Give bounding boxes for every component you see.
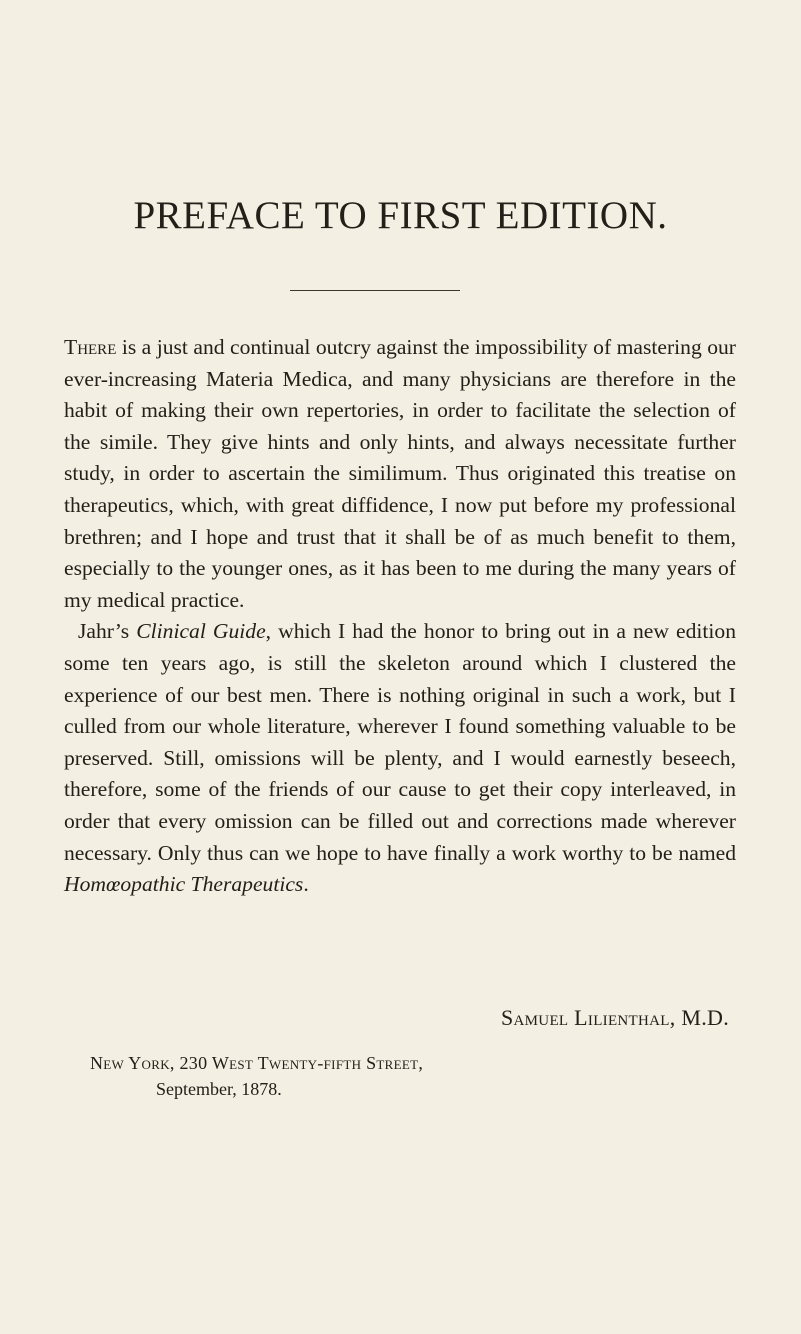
paragraph-2-part-3: . <box>303 872 309 897</box>
clinical-guide-title: Clinical Guide <box>136 619 266 644</box>
paragraph-2-part-2: , which I had the honor to bring out in a new edition some ten years ago, is still the skeleton around which I clustered the experience of our best men. There is nothing original in such a work, but I culled from our whole literature, wherever I found something valuable to be preserved. Still, omissions will be plenty, and I would earnestly beseech, therefore, some of the friends of our cause to get their copy interleaved, in order that every omission can be filled out and corrections made wherever necessary. Only thus can we hope to have finally a work worthy to be named <box>64 619 737 865</box>
preface-body <box>64 332 736 901</box>
page-title: PREFACE TO FIRST EDITION. <box>133 194 668 237</box>
paragraph-2-part-1: Jahr’s <box>78 619 137 644</box>
homoeopathic-therapeutics-title: Homœopathic Therapeutics <box>64 872 304 897</box>
paragraph-1 <box>64 332 736 616</box>
author-signature: Samuel Lilienthal, M.D. <box>501 1005 729 1030</box>
preface-date: September, 1878. <box>156 1079 282 1099</box>
paragraph-1-text: is a just and continual outcry against the impossibility of mastering our ever-increasing Materia Medica, and many physicians are therefore in the habit of making their own repertories, in order to facilitate the selection of the simile. They give hints and only hints, and always necessitate further study, in order to ascertain the similimum. Thus originated this treatise on therapeutics, which, with great diffidence, I now put before my professional brethren; and I hope and trust that it shall be of as much benefit to them, especially to the younger ones, as it has been to me during the many years of my medical practice. <box>64 335 736 612</box>
author-address: New York, 230 West Twenty-fifth Street, <box>90 1053 424 1073</box>
paragraph-1-lead-word: There <box>64 335 117 359</box>
paragraph-2 <box>64 616 736 900</box>
title-divider <box>290 290 460 291</box>
